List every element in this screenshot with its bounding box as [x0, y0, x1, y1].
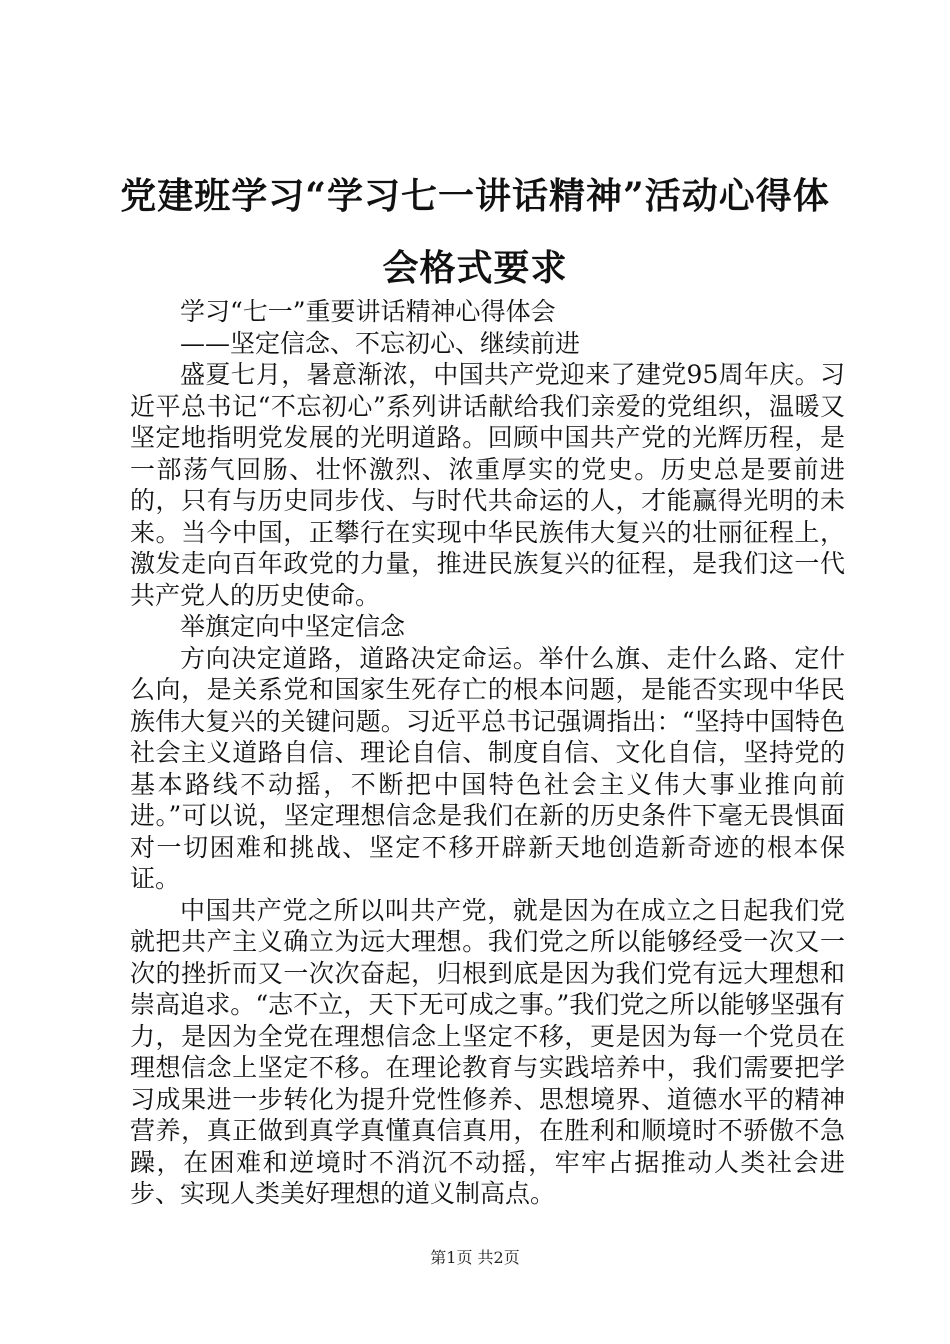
page-footer: 第1页 共2页 [430, 1248, 520, 1267]
subtitle-theme: ——坚定信念、不忘初心、继续前进 [180, 328, 581, 358]
section-heading: 举旗定向中坚定信念 [180, 612, 406, 641]
subtitle: 学习“七一”重要讲话精神心得体会 [180, 297, 556, 326]
paragraph: 盛夏七月，暑意渐浓，中国共产党迎来了建党95周年庆。习近平总书记“不忘初心”系列讲话献给我们亲爱的党组织，温暖又坚定地指明党发展的光明道路。回顾中国共产党的光辉历程，是一部荡气回肠、壮怀激烈、浓重厚实的党史。历史总是要前进的，只有与历史同步伐、与时代共命运的人，才能赢得光明的未来。当今中国，正攀行在实现中华民族伟大复兴的壮丽征程上，激发走向百年政党的力量，推进民族复兴的征程，是我们这一代共产党人的历史使命。 [130, 360, 845, 610]
paragraph: 中国共产党之所以叫共产党，就是因为在成立之日起我们党就把共产主义确立为远大理想。我们党之所以能够经受一次又一次的挫折而又一次次奋起，归根到底是因为我们党有远大理想和崇高追求。“志不立，天下无可成之事。”我们党之所以能够坚强有力，是因为全党在理想信念上坚定不移，更是因为每一个党员在理想信念上坚定不移。在理论教育与实践培养中，我们需要把学习成果进一步转化为提升党性修养、思想境界、道德水平的精神营养，真正做到真学真懂真信真用，在胜利和顺境时不骄傲不急躁，在困难和逆境时不消沉不动摇，牢牢占据推动人类社会进步、实现人类美好理想的道义制高点。 [130, 895, 845, 1208]
document-title: 党建班学习“学习七一讲话精神”活动心得体会格式要求 [120, 175, 830, 289]
paragraph: 方向决定道路，道路决定命运。举什么旗、走什么路、定什么向，是关系党和国家生死存亡的根本问题，是能否实现中华民族伟大复兴的关键问题。习近平总书记强调指出：“坚持中国特色社会主义道路自信、理论自信、制度自信、文化自信，坚持党的基本路线不动摇，不断把中国特色社会主义伟大事业推向前进。”可以说，坚定理想信念是我们在新的历史条件下毫无畏惧面对一切困难和挑战、坚定不移开辟新天地创造新奇迹的根本保证。 [130, 643, 845, 893]
document-body [130, 296, 845, 1210]
